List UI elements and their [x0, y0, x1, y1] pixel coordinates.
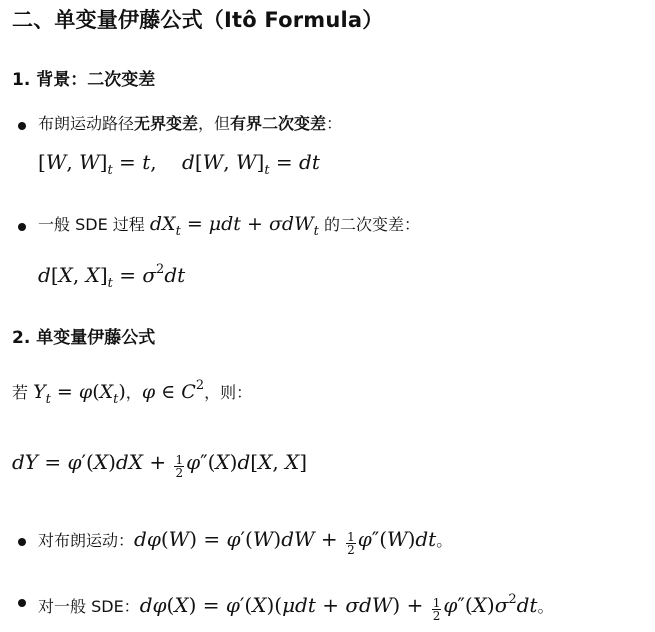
formula-sde-inline: $dX_t = \mu dt + \sigma dW_t$ — [149, 213, 319, 239]
bullet-marker — [18, 223, 26, 231]
text-prefix: 布朗运动路径 — [38, 114, 135, 133]
section-title: 二、单变量伊藤公式（Itô Formula） — [12, 8, 384, 32]
bullet-sde-variation — [38, 212, 420, 244]
formula-ito-sde: dφ(X) = φ′(X)(μdt + σdW) + $\frac{1}{2}$ $\varphi''(X)\sigma^2dt$ — [139, 592, 538, 623]
text-suffix: 的二次变差： — [318, 215, 420, 234]
text-period: 。 — [436, 531, 453, 550]
bullet-marker — [18, 538, 26, 546]
formula-phi-class: φ ∈ $C^2$ — [141, 378, 205, 403]
text-then: ，则： — [204, 383, 253, 402]
text-bold-bounded: 有界二次变差 — [230, 114, 327, 133]
bullet-brownian-variation — [38, 112, 342, 136]
text-suffix: ： — [326, 114, 343, 133]
ito-condition — [12, 374, 252, 412]
text-comma: ， — [125, 383, 142, 402]
bullet-ito-sde — [38, 588, 553, 622]
formula-ito-brownian: dφ(W) = φ′(W)dW + $\frac{1}{2}$ φ″(W)dt — [134, 527, 437, 557]
text-if: 若 — [12, 383, 34, 402]
formula-quadratic-variation-sde: d[X, $X]_t = \sigma^2dt$ — [38, 262, 186, 291]
heading-background: 1. 背景：二次变差 — [12, 70, 156, 90]
text-label: 对布朗运动： — [38, 531, 135, 550]
bullet-marker — [18, 122, 26, 130]
formula-y-def: $Y_t = \varphi(X_t)$ — [33, 381, 126, 407]
bullet-ito-brownian — [38, 527, 452, 556]
bullet-marker — [18, 599, 26, 607]
text-label: 对一般 SDE： — [38, 597, 140, 616]
text-mid: ，但 — [198, 114, 231, 133]
text-period: 。 — [537, 597, 554, 616]
formula-quadratic-variation-brownian: [W, $W]_t = t$, d[W, $W]_t$ = dt — [38, 150, 320, 178]
text-prefix: 一般 SDE 过程 — [38, 215, 150, 234]
text-bold-unbounded: 无界变差 — [134, 114, 199, 133]
formula-ito-general: dY = φ′(X)dX + $\frac{1}{2}$ φ″(X)d[X, X] — [12, 450, 308, 480]
heading-ito-formula: 2. 单变量伊藤公式 — [12, 328, 156, 348]
